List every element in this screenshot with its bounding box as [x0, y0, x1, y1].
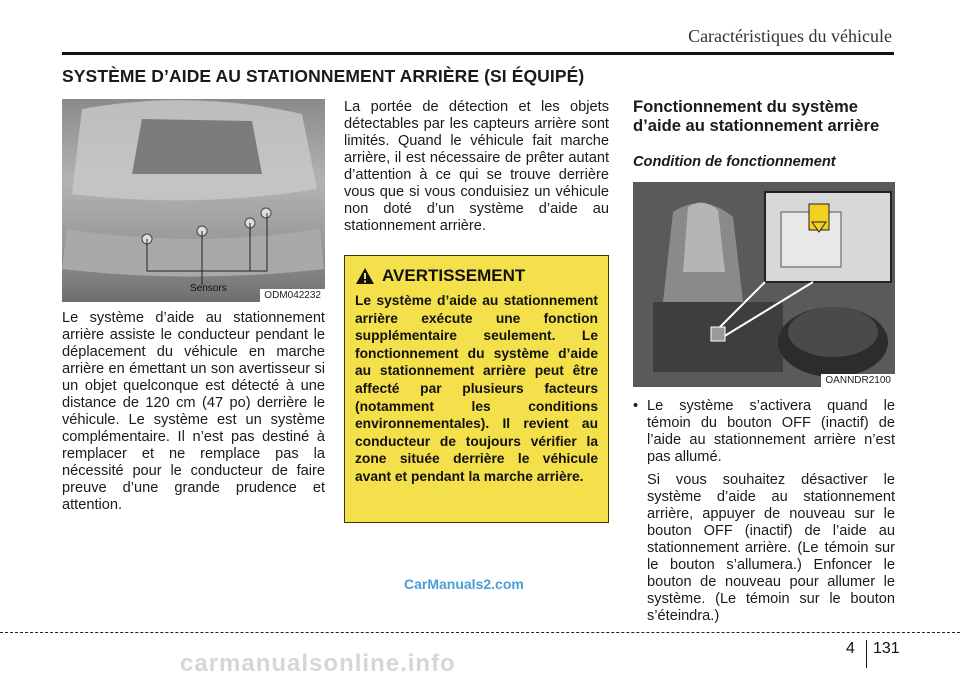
warning-header	[355, 266, 598, 286]
section-title: SYSTÈME D’AIDE AU STATIONNEMENT ARRIÈRE (SI ÉQUIPÉ)	[62, 66, 585, 86]
paragraph-detection: La portée de détection et les objets détectables par les capteurs arrière sont limités. Quand le véhicule fait marche arrière, il est nécessaire de prêter autant d’attention à ce qui se trouve derrière vous que si vous conduisiez un véhicule non doté d’un système d’aide au stationnement arrière.	[344, 99, 609, 234]
warning-title: AVERTISSEMENT	[382, 266, 526, 285]
warning-triangle-icon	[355, 267, 375, 285]
footer-rule	[0, 632, 960, 633]
warning-box	[344, 255, 609, 523]
bullet-followup: Si vous souhaitez désactiver le système d’aide au stationnement arrière, appuyer de nouveau sur le bouton OFF (inactif) de l’aide au stationnement arrière. (Le témoin sur le bouton s’allumera.) Enfoncer le bouton de nouveau pour allumer le système. (Le témoin sur le bouton s’éteindra.)	[647, 472, 895, 624]
chapter-number: 4	[846, 640, 855, 657]
watermark-link[interactable]: CarManuals2.com	[404, 576, 524, 592]
header-rule	[62, 52, 894, 55]
condition-subheading: Condition de fonctionnement	[633, 154, 836, 170]
warning-text: Le système d’aide au stationnement arrière exécute une fonction supplémentaire seulement. Le fonctionnement du système d’aide au stationnement arrière peut être affecté par plusieurs facteurs (notamment les conditions environnementales). Il revient au conducteur de toujours vérifier la zone située derrière le véhicule avant et pendant la marche arrière.	[355, 293, 598, 484]
figure-code-1: ODM042232	[260, 289, 325, 302]
chapter-title: Caractéristiques du véhicule	[688, 26, 892, 46]
rear-bumper-sensors-image	[62, 99, 325, 302]
bullet-item	[633, 398, 895, 625]
page-separator	[866, 640, 867, 668]
console-button-image	[633, 182, 895, 387]
page-number: 131	[873, 640, 900, 657]
operation-heading: Fonctionnement du système d’aide au stationnement arrière	[633, 97, 880, 135]
rear-bumper-illustration	[62, 99, 325, 302]
site-watermark: carmanualsonline.info	[180, 650, 456, 677]
bullet-row	[633, 398, 895, 466]
figure-code-2: OANNDR2100	[821, 374, 895, 387]
bullet-text: Le système s’activera quand le témoin du bouton OFF (inactif) de l’aide au stationnement arrière n’est pas allumé.	[647, 398, 895, 465]
shift-console-illustration	[633, 182, 895, 387]
sensors-label: Sensors	[190, 283, 227, 294]
paragraph-intro: Le système d’aide au stationnement arrière assiste le conducteur pendant le déplacement du véhicule en marche arrière en émettant un son avertisseur si un objet quelconque est détecté à une distance de 120 cm (47 po) derrière le véhicule. Le système est un système complémentaire. Il n’est pas destiné à remplacer et ne remplace pas la nécessité pour le conducteur de faire preuve d’une grande prudence et attention.	[62, 310, 325, 513]
bullet-mark: •	[633, 398, 639, 414]
